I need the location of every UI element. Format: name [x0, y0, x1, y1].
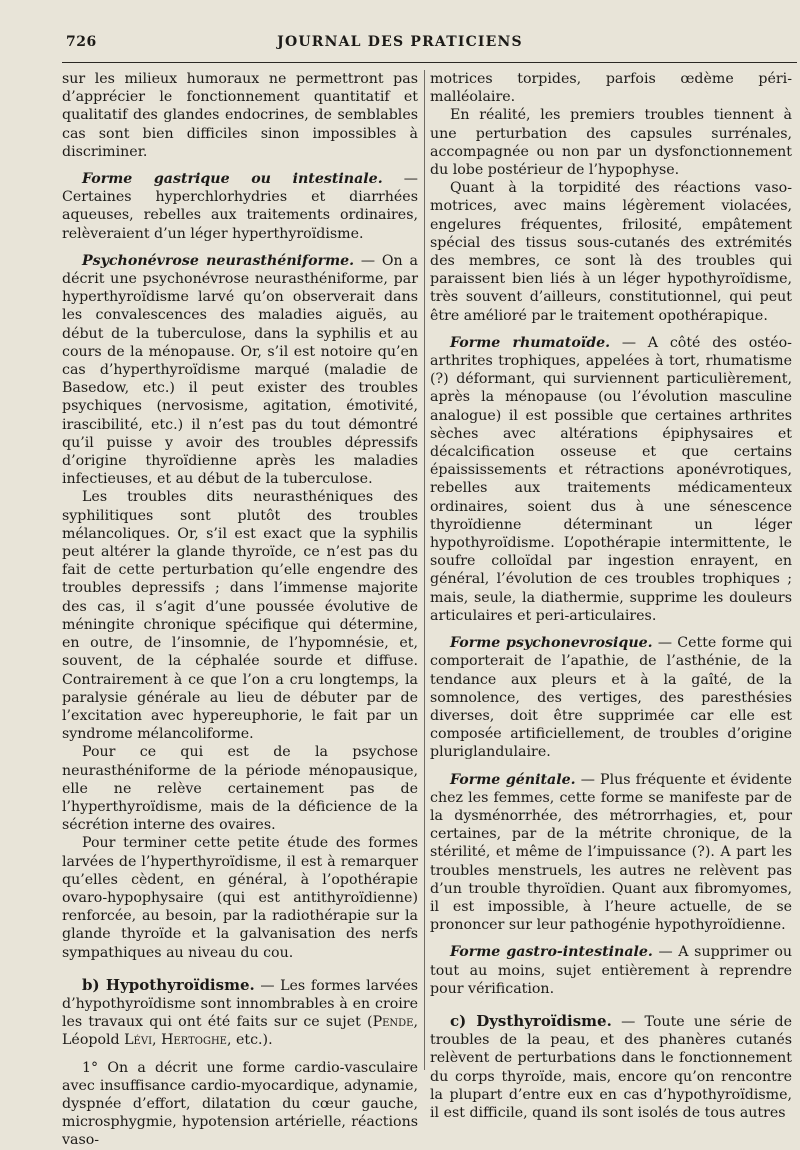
column-divider: [424, 70, 425, 1070]
paragraph: Les troubles dits neurasthéniques des syphilitiques sont plutôt des troubles mélancoliques. Or, s’il est exact que la syphilis peut altérer la glande thyroïde, ce n’est pas du fait de cette perturbation qu’elle engendre des troubles depressifs ; dans l’immense majorite des cas, il s’agit d’une poussée évolutive de méningite chronique spécifique qui détermine, en outre, de l’insomnie, de l’hypomnésie, et, souvent, de la céphalée sourde et diffuse. Contrairement à ce que l’on a cru longtemps, la paralysie générale au lieu de débuter par de l’excitation avec hypereuphorie, le fait par un syndrome mélancoliforme.: [62, 489, 418, 743]
section-heading: c) Dysthyroïdisme.: [450, 1011, 612, 1030]
author-name: Hertoghe: [161, 1032, 227, 1049]
page-number: 726: [66, 34, 97, 50]
paragraph-text: — A côté des ostéo-arthrites trophiques, appelées à tort, rhumatisme (?) déformant, qui surviennent particulièrement, après la ménopause (ou l’évolution masculine analogue) il est possible que certaines arthrites sèches avec altérations épiphysaires et décalcification osseuse et que certains épaississements et rétractions aponévrotiques, rebelles aux traitements médicamenteux ordinaires, soient dus à une sénescence thyroïdienne déterminant un léger hypothyroïdisme. L’opothérapie intermittente, le soufre colloïdal par ingestion enrayent, en général, l’évolution de ces troubles trophiques ; mais, seule, la diathermie, supprime les douleurs articulaires et peri-articulaires.: [430, 334, 792, 624]
paragraph: [62, 252, 418, 489]
section-lead: Forme génitale.: [450, 771, 576, 788]
section-lead: Forme psychonevrosique.: [450, 635, 653, 652]
page-header: [0, 34, 800, 56]
paragraph-text: ,: [152, 1032, 162, 1049]
author-name: Lévi: [124, 1032, 153, 1049]
paragraph: [430, 1012, 792, 1122]
paragraph: [430, 334, 792, 625]
paragraph-text: — On a décrit une psychonévrose neurasthéniforme, par hyperthyroïdisme larvé qu’on observerait dans les convalescences des maladies aiguës, au début de la tuberculose, dans la syphilis et au cours de la ménopause. Or, s’il est notoire qu’en cas d’hyperthyroïdisme marqué (maladie de Basedow, etc.) il peut exister des troubles psychiques (nervosisme, agitation, émotivité, irascibilité, etc.) il n’est pas du tout démontré qu’il puisse y avoir des troubles dépressifs d’origine thyroïdienne après les maladies infectieuses, et au début de la tuberculose.: [62, 252, 418, 488]
paragraph: 1° On a décrit une forme cardio-vasculaire avec insuffisance cardio-myocardique, adynamie, dyspnée d’effort, dilatation du cœur gauche, microsphygmie, hypotension artérielle, réactions vaso-: [62, 1059, 418, 1149]
paragraph-text: — Cette forme qui comporterait de l’apathie, de l’asthénie, de la tendance aux pleurs et à la gaîté, de la somnolence, des vertiges, des paresthésies diverses, doit être supprimée car elle est composée artificiellement, de troubles d’origine pluriglandulaire.: [430, 635, 792, 761]
paragraph: Pour ce qui est de la psychose neurasthéniforme de la période ménopausique, elle ne relève certainement pas de l’hyperthyroïdisme, mais de la déficience de la sécrétion interne des ovaires.: [62, 744, 418, 834]
section-lead: Forme rhumatoïde.: [450, 334, 611, 351]
paragraph-text: — Certaines hyperchlorhydries et diarrhées aqueuses, rebelles aux traitements ordinaires, relèveraient d’un léger hyperthyroïdisme.: [62, 171, 418, 242]
paragraph-text: , etc.).: [226, 1032, 273, 1049]
left-column: [62, 70, 418, 1150]
paragraph: [430, 634, 792, 761]
paragraph: Pour terminer cette petite étude des formes larvées de l’hyperthyroïdisme, il est à remarquer qu’elles cèdent, en général, à l’opothérapie ovaro-hypophysaire (qui est antithyroïdienne) renforcée, au besoin, par la radiothérapie sur la glande thyroïde et la galvanisation des nerfs sympathiques au niveau du cou.: [62, 835, 418, 961]
author-name: Pende: [372, 1014, 414, 1031]
paragraph-text: , Léopold: [62, 1014, 418, 1049]
paragraph: [430, 771, 792, 935]
paragraph-text: — A supprimer ou tout au moins, sujet entièrement à reprendre pour vérification.: [430, 944, 792, 997]
section-lead: Forme gastrique ou intestinale.: [82, 171, 383, 188]
running-title: JOURNAL DES PRATICIENS: [277, 34, 523, 50]
paragraph-text: — Plus fréquente et évidente chez les femmes, cette forme se manifeste par de la dysménorrhée, des métrorrhagies, et, pour certaines, par de la métrite chronique, de la stérilité, et même de l’impuissance (?). A part les troubles menstruels, les autres ne relèvent pas d’un trouble thyroïdien. Quant aux fibromyomes, il est impossible, à l’heure actuelle, de se prononcer sur leur pathogénie hypothyroïdienne.: [430, 771, 792, 934]
paragraph: sur les milieux humoraux ne permettront pas d’apprécier le fonctionnement quantitatif et qualitatif des glandes endocrines, de semblables cas sont bien difficiles sinon impossibles à discriminer.: [62, 71, 418, 160]
section-lead: Psychonévrose neurasthéniforme.: [82, 252, 355, 269]
paragraph: [430, 943, 792, 998]
right-column: [430, 70, 792, 1122]
section-heading: b) Hypothyroïdisme.: [82, 975, 255, 994]
paragraph: motrices torpides, parfois œdème péri-malléolaire.: [430, 71, 792, 106]
paragraph-text: — Les formes larvées d’hypothyroïdisme sont innombrables à en croire les travaux qui ont été faits sur ce sujet (: [62, 977, 418, 1031]
paragraph: [62, 170, 418, 243]
section-lead: Forme gastro-intestinale.: [450, 944, 653, 961]
paragraph: [62, 976, 418, 1050]
header-rule: [62, 62, 797, 63]
paragraph: En réalité, les premiers troubles tiennent à une perturbation des capsules surrénales, accompagnée ou non par un dysfonctionnement du lobe postérieur de l’hypophyse.: [430, 107, 792, 179]
paragraph: Quant à la torpidité des réactions vaso-motrices, avec mains légèrement violacées, engelures fréquentes, frilosité, empâtement spécial des tissus sous-cutanés des extrémités des membres, ce sont là des troubles qui paraissent bien liés à un léger hypothyroïdisme, très souvent d’ailleurs, constitutionnel, qui peut être amélioré par le traitement opothérapique.: [430, 180, 792, 324]
paragraph-text: — Toute une série de troubles de la peau, et des phanères cutanés relèvent de perturbations dans le fonctionnement du corps thyroïde, mais, encore qu’on rencontre la plupart d’entre eux en cas d’hypothyroïdisme, il est difficile, quand ils sont isolés de tous autres: [430, 1013, 793, 1121]
